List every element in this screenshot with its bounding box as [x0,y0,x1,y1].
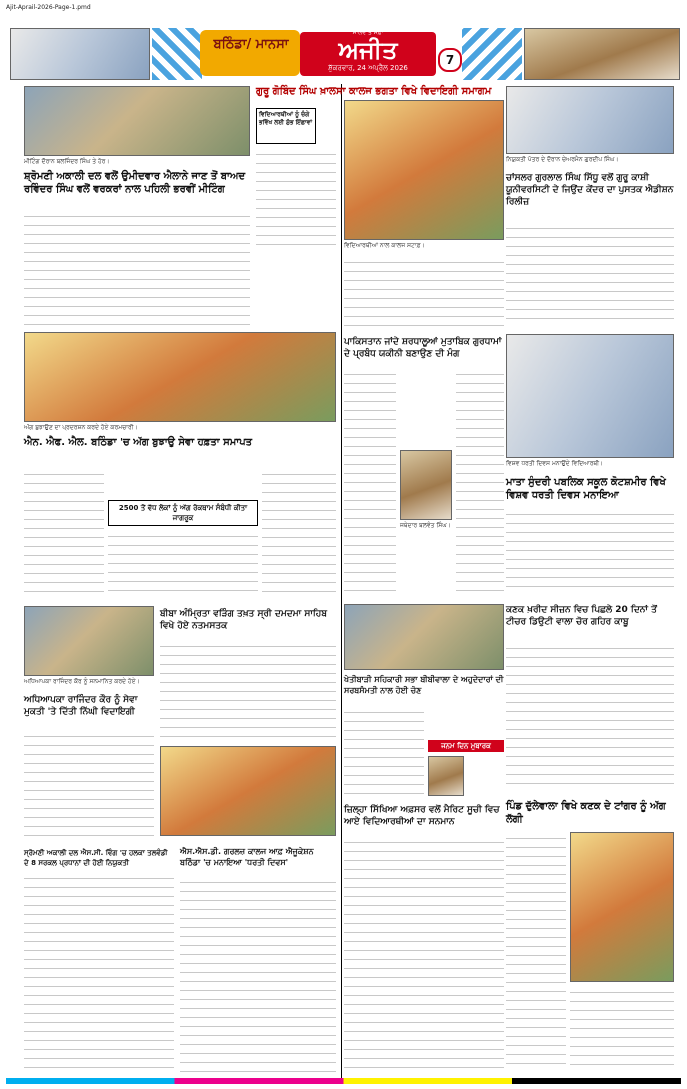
print-color-bar [6,1078,681,1084]
article-a1-body [24,210,250,325]
article-a5-headline: ਪਾਕਿਸਤਾਨ ਜਾਂਦੇ ਸ਼ਰਧਾਲੂਆਂ ਮੁਤਾਬਿਕ ਗੁਰਧਾਮਾਂ ਦੇ ਪ੍ਰਬੰਧ ਯਕੀਨੀ ਬਣਾਉਣ ਦੀ ਮੰਗ [344,337,502,359]
article-a13-headline: ਜ਼ਿਲ੍ਹਾ ਸਿੱਖਿਆ ਅਫ਼ਸਰ ਵਲੋਂ ਮੈਰਿਟ ਸੂਚੀ ਵਿਚ ਆਏ ਵਿਦਿਆਰਥੀਆਂ ਦਾ ਸਨਮਾਨ [344,805,500,827]
article-a3-body [506,222,674,322]
article-a13-body [344,836,504,1072]
article-a2-caption: ਵਿਦਿਆਰਥੀਆਂ ਨਾਲ ਕਾਲਜ ਸਟਾਫ਼। [344,242,425,249]
article-a14-headline: ਪਿੰਡ ਦੁੱਲੇਵਾਲਾ ਵਿਖੇ ਕਣਕ ਦੇ ਟਾਂਗਰ ਨੂੰ ਅੱਗ ਲੱਗੀ [506,801,666,825]
article-a4-body-2 [108,530,258,598]
article-a12-headline: ਐਸ.ਐਸ.ਡੀ. ਗਰਲਜ਼ ਕਾਲਜ ਆਫ਼ ਐਜੂਕੇਸ਼ਨ ਬਠਿੰਡਾ 'ਚ ਮਨਾਇਆ 'ਧਰਤੀ ਦਿਵਸ' [180,847,314,867]
article-a4-photo [24,332,336,422]
edition-title: ਬਠਿੰਡਾ/ ਮਾਨਸਾ [213,37,289,52]
article-a4-body-3 [262,468,336,598]
article-a8-headline: ਬੀਬਾ ਅੰਮ੍ਰਿਤਾ ਵੜਿੰਗ ਤਖ਼ਤ ਸ੍ਰੀ ਦਮਦਮਾ ਸਾਹਿਬ ਵਿਖੇ ਹੋਏ ਨਤਮਸਤਕ [160,609,327,631]
article-a1-caption: ਮੀਟਿੰਗ ਦੌਰਾਨ ਬਲਜਿੰਦਰ ਸਿੰਘ ਤੇ ਹੋਰ। [24,158,110,165]
masthead-photo-right [524,28,680,80]
article-a2-headline: ਗੁਰੂ ਗੋਬਿੰਦ ਸਿੰਘ ਖ਼ਾਲਸਾ ਕਾਲਜ ਭਗਤਾ ਵਿਖੇ ਵਿਦਾਇਗੀ ਸਮਾਗਮ [256,86,492,97]
article-a3-headline: ਚਾਂਸਲਰ ਗੁਰਲਾਲ ਸਿੰਘ ਸਿੱਧੂ ਵਲੋਂ ਗੁਰੂ ਕਾਸ਼ੀ ਯੂਨੀਵਰਸਿਟੀ ਦੇ ਜਿਉਂਦ ਕੇਂਦਰ ਦਾ ਪੁਸਤਕ ਐਡੀਸ਼ਨ ਰਿਲੀਜ਼ [506,173,674,207]
article-a3-caption: ਨਿਯੁਕਤੀ ਪੱਤਰ ਦੇ ਦੌਰਾਨ ਚੇਅਰਮੈਨ ਗੁਰਦੀਪ ਸਿੰਘ। [506,156,619,163]
article-a10-body [506,642,674,792]
article-a8-photo [160,746,336,836]
article-a11-headline: ਸ੍ਰੋਮਣੀ ਅਕਾਲੀ ਦਲ ਐਸ.ਸੀ. ਵਿੰਗ 'ਚ ਹਲਕਾ ਤਲਵੰਡੀ ਦੇ 8 ਸਰਕਲ ਪ੍ਰਧਾਨਾਂ ਦੀ ਹੋਈ ਨਿਯੁਕਤੀ [24,849,168,867]
masthead-pattern-right [462,28,522,80]
article-a1-photo [24,86,250,156]
birthday-photo [428,756,464,796]
article-a7-photo [24,606,154,676]
article-a2-photo [344,100,504,240]
article-a2-box: ਵਿਦਿਆਰਥੀਆਂ ਨੂੰ ਚੰਗੇ ਭਵਿੱਖ ਲਈ ਸ਼ੁੱਭ ਇੱਛਾਵਾਂ [256,108,316,144]
article-a6-photo [506,334,674,458]
article-a12-body [180,876,336,1072]
article-a6-headline: ਮਾਤਾ ਸੁੰਦਰੀ ਪਬਲਿਕ ਸਕੂਲ ਕੋਟਸ਼ਮੀਰ ਵਿਖੇ ਵਿਸ਼ਵ ਧਰਤੀ ਦਿਵਸ ਮਨਾਇਆ [506,477,666,501]
article-a5-body-1 [344,368,396,598]
article-a1-headline: ਸ਼੍ਰੋਮਣੀ ਅਕਾਲੀ ਦਲ ਵਲੋਂ ਉਮੀਦਵਾਰ ਐਲਾਨੇ ਜਾਣ ਤੋਂ ਬਾਅਦ ਰਵਿੰਦਰ ਸਿੰਘ ਵਲੋਂ ਵਰਕਰਾਂ ਨਾਲ ਪਹਿਲੀ ਭਰਵੀਂ ਮੀਟਿੰਗ [24,171,246,195]
article-a10-headline: ਕਣਕ ਖ਼ਰੀਦ ਸੀਜ਼ਨ ਵਿਚ ਪਿਛਲੇ 20 ਦਿਨਾਂ ਤੋਂ ਟੀਚਰ ਡਿਉਟੀ ਵਾਲਾ ਚੋਰ ਗਹਿਰ ਕਾਬੂ [506,605,657,627]
article-a4-box: 2500 ਤੋਂ ਵੱਧ ਲੋਕਾਂ ਨੂੰ ਅੱਗ ਰੋਕਥਾਮ ਸੰਬੰਧੀ ਕੀਤਾ ਜਾਗਰੂਕ [108,500,258,526]
article-a9-body [344,706,424,796]
article-a3-photo [506,86,674,154]
article-a11-body [24,872,174,1072]
article-a5-body-2 [456,368,504,598]
article-a9-photo [344,604,504,670]
birthday-badge: ਜਨਮ ਦਿਨ ਮੁਬਾਰਕ [428,740,504,752]
article-a2-body-2 [344,256,504,326]
article-a8-body [160,640,336,740]
article-a5-photo [400,450,452,520]
article-a14-body [506,832,566,1072]
masthead-pattern-left [152,28,202,80]
article-a2-body-1 [256,148,336,253]
article-a7-headline: ਅਧਿਆਪਕਾ ਰਾਜਿੰਦਰ ਕੌਰ ਨੂੰ ਸੇਵਾ ਮੁਕਤੀ 'ਤੇ ਦਿੱਤੀ ਨਿੱਘੀ ਵਿਦਾਇਗੀ [24,695,138,717]
page-number: 7 [438,48,462,72]
article-a4-caption: ਅੱਗ ਬੁਝਾਉਣ ਦਾ ਪ੍ਰਦਰਸ਼ਨ ਕਰਦੇ ਹੋਏ ਕਰਮਚਾਰੀ। [24,424,138,431]
article-a14-body-2 [570,986,674,1072]
article-a6-caption: ਵਿਸ਼ਵ ਧਰਤੀ ਦਿਵਸ ਮਨਾਉਂਦੇ ਵਿਦਿਆਰਥੀ। [506,460,604,467]
tag-line: ਮਾਲਵੇ ਤੋਂ ਸਫ਼ਾ [352,29,384,36]
issue-date: ਸ਼ੁੱਕਰਵਾਰ, 24 ਅਪ੍ਰੈਲ 2026 [328,64,408,72]
article-a5-caption: ਜਥੇਦਾਰ ਬਲਵੰਤ ਸਿੰਘ। [400,522,451,529]
brand-logo: ਅਜੀਤ [338,36,398,64]
article-a7-caption: ਅਧਿਆਪਕਾ ਰਾਜਿੰਦਰ ਕੌਰ ਨੂੰ ਸਨਮਾਨਿਤ ਕਰਦੇ ਹੋਏ। [24,678,140,685]
article-a9-headline: ਖੇਤੀਬਾੜੀ ਸਹਿਕਾਰੀ ਸਭਾ ਬੀਬੀਵਾਲਾ ਦੇ ਅਹੁਦੇਦਾਰਾਂ ਦੀ ਸਰਬਸੰਮਤੀ ਨਾਲ ਹੋਈ ਚੋਣ [344,675,504,695]
column-rule [341,84,342,1084]
masthead-photo-left [10,28,150,80]
article-a4-body-1 [24,468,104,598]
article-a14-photo [570,832,674,982]
article-a6-body [506,508,674,594]
article-a7-body [24,730,154,840]
article-a4-headline: ਐਨ. ਐਫ. ਐਲ. ਬਠਿੰਡਾ 'ਚ ਅੱਗ ਬੁਝਾਉ ਸੇਵਾ ਹਫ਼ਤਾ ਸਮਾਪਤ [24,437,253,448]
file-info: Ajit-Aprail-2026-Page-1.pmd [6,4,91,11]
